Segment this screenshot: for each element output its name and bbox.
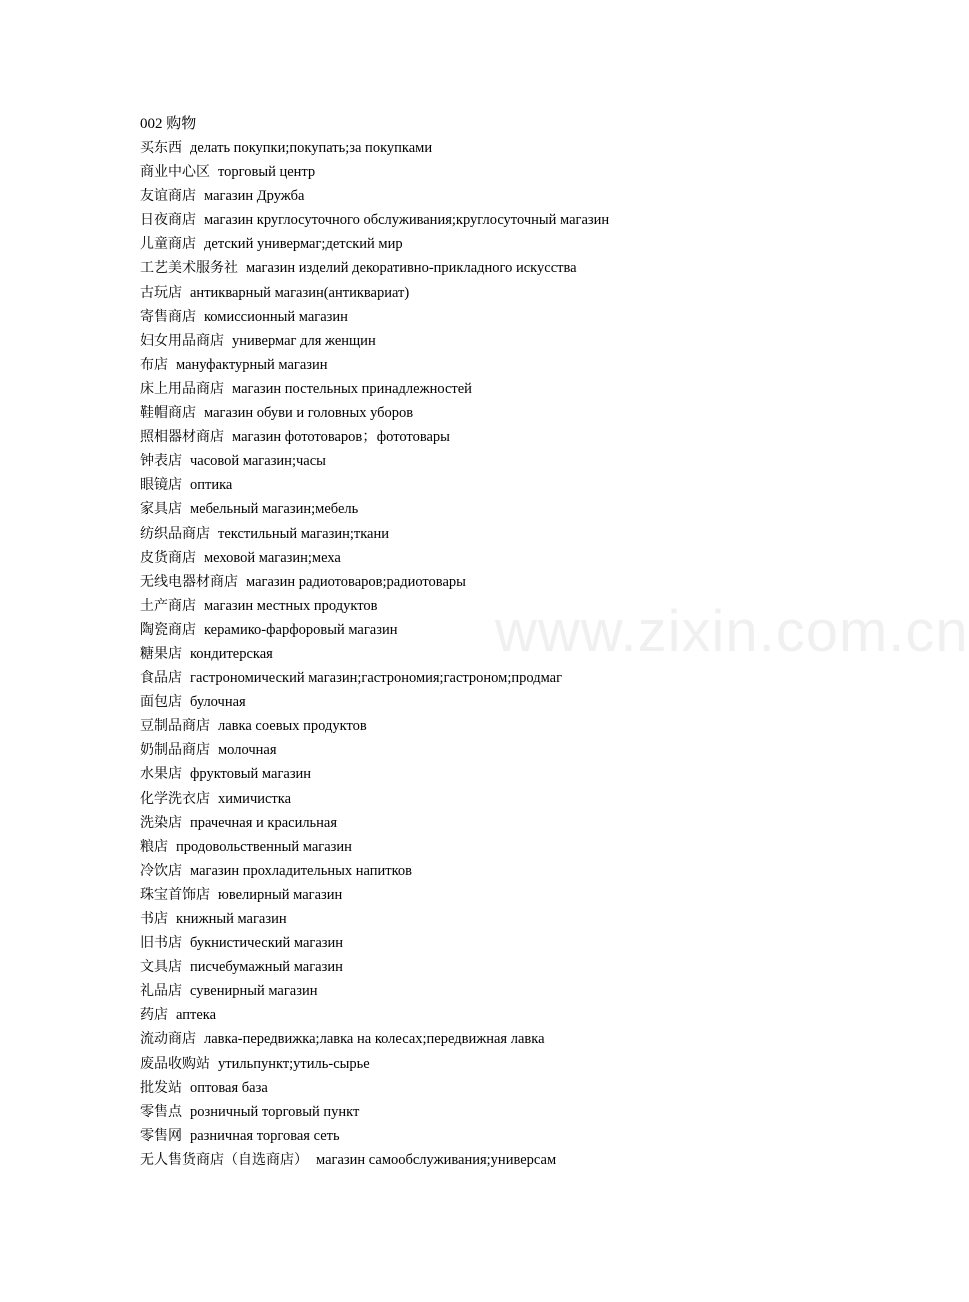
vocab-entry bbox=[140, 546, 860, 570]
entry-russian-translation: керамико-фарфоровый магазин bbox=[204, 621, 398, 638]
vocab-entry bbox=[140, 618, 860, 642]
vocab-entry bbox=[140, 931, 860, 955]
vocab-entry bbox=[140, 690, 860, 714]
entry-chinese-term: 化学洗衣店 bbox=[140, 790, 210, 807]
entry-russian-translation: прачечная и красильная bbox=[190, 814, 338, 831]
vocab-entry bbox=[140, 208, 860, 232]
entry-russian-translation: фруктовый магазин bbox=[190, 766, 312, 783]
vocab-entry bbox=[140, 136, 860, 160]
vocab-entry bbox=[140, 762, 860, 786]
vocab-entry bbox=[140, 883, 860, 907]
entry-chinese-term: 工艺美术服务社 bbox=[140, 260, 238, 277]
entry-russian-translation: текстильный магазин;ткани bbox=[218, 525, 390, 542]
entry-chinese-term: 眼镜店 bbox=[140, 477, 182, 494]
vocab-entry bbox=[140, 787, 860, 811]
vocab-entry bbox=[140, 160, 860, 184]
vocab-entry bbox=[140, 570, 860, 594]
vocab-entry bbox=[140, 425, 860, 449]
entry-chinese-term: 鞋帽商店 bbox=[140, 405, 196, 422]
vocab-entry bbox=[140, 1003, 860, 1027]
entry-russian-translation: книжный магазин bbox=[176, 911, 287, 927]
entry-russian-translation: гастрономический магазин;гастрономия;гастроном;продмаг bbox=[190, 670, 563, 687]
entry-russian-translation: торговый центр bbox=[218, 164, 316, 181]
entry-russian-translation: химичистка bbox=[218, 790, 292, 807]
entry-russian-translation: утильпункт;утиль-сырье bbox=[218, 1055, 370, 1072]
entry-russian-translation: булочная bbox=[190, 694, 246, 711]
entry-chinese-term: 零售网 bbox=[140, 1127, 182, 1144]
vocab-entry bbox=[140, 329, 860, 353]
entry-russian-translation: комиссионный магазин bbox=[204, 308, 348, 325]
vocab-entry bbox=[140, 1052, 860, 1076]
entry-chinese-term: 水果店 bbox=[140, 766, 182, 783]
vocab-entry bbox=[140, 353, 860, 377]
entry-chinese-term: 买东西 bbox=[140, 140, 182, 156]
entry-chinese-term: 食品店 bbox=[140, 670, 182, 687]
entry-russian-translation: универмаг для женщин bbox=[232, 332, 376, 349]
entry-chinese-term: 批发站 bbox=[140, 1079, 182, 1096]
entry-russian-translation: кондитерская bbox=[190, 645, 273, 662]
vocab-entry bbox=[140, 232, 860, 256]
entry-chinese-term: 药店 bbox=[140, 1007, 168, 1024]
entry-chinese-term: 零售点 bbox=[140, 1103, 182, 1120]
vocab-entry bbox=[140, 811, 860, 835]
vocab-entry bbox=[140, 497, 860, 521]
vocab-entry bbox=[140, 1148, 860, 1172]
entry-russian-translation: магазин обуви и головных уборов bbox=[204, 405, 414, 422]
vocab-entry bbox=[140, 401, 860, 425]
entry-russian-translation: магазин фототоваров；фототовары bbox=[232, 429, 450, 446]
watermark: www.zixin.com.cn bbox=[495, 599, 969, 664]
entry-russian-translation: детский универмаг;детский мир bbox=[204, 236, 403, 253]
entry-russian-translation: магазин местных продуктов bbox=[204, 597, 378, 614]
entry-russian-translation: магазин изделий декоративно-прикладного искусства bbox=[246, 260, 577, 277]
entry-russian-translation: мануфактурный магазин bbox=[176, 356, 328, 373]
entry-russian-translation: антикварный магазин(антиквариат) bbox=[190, 284, 410, 301]
entry-chinese-term: 寄售商店 bbox=[140, 308, 196, 325]
entry-russian-translation: меховой магазин;меха bbox=[204, 549, 341, 566]
vocab-entry bbox=[140, 955, 860, 979]
entry-russian-translation: сувенирный магазин bbox=[190, 983, 318, 1000]
vocab-entry bbox=[140, 594, 860, 618]
vocab-entry bbox=[140, 979, 860, 1003]
vocab-entry bbox=[140, 859, 860, 883]
entry-russian-translation: продовольственный магазин bbox=[176, 838, 352, 855]
entry-chinese-term: 日夜商店 bbox=[140, 212, 196, 229]
entry-russian-translation: букнистический магазин bbox=[190, 935, 344, 952]
vocab-entry bbox=[140, 1027, 860, 1051]
vocab-entry bbox=[140, 835, 860, 859]
entry-chinese-term: 粮店 bbox=[140, 838, 168, 855]
entry-chinese-term: 皮货商店 bbox=[140, 549, 196, 566]
vocabulary-list bbox=[140, 112, 860, 1172]
entry-russian-translation: магазин постельных принадлежностей bbox=[232, 380, 472, 397]
vocab-entry bbox=[140, 377, 860, 401]
entry-chinese-term: 面包店 bbox=[140, 694, 182, 711]
vocab-entry bbox=[140, 184, 860, 208]
entry-chinese-term: 礼品店 bbox=[140, 983, 182, 1000]
entry-russian-translation: делать покупки;покупать;за покупками bbox=[190, 140, 433, 156]
entry-russian-translation: магазин прохладительных напитков bbox=[190, 862, 412, 879]
entry-chinese-term: 洗染店 bbox=[140, 814, 182, 831]
entry-chinese-term: 无线电器材商店 bbox=[140, 573, 238, 590]
entry-list bbox=[140, 136, 860, 1172]
vocab-entry bbox=[140, 666, 860, 690]
entry-russian-translation: ювелирный магазин bbox=[218, 886, 343, 903]
entry-russian-translation: оптовая база bbox=[190, 1079, 268, 1096]
vocab-entry bbox=[140, 714, 860, 738]
vocab-entry bbox=[140, 281, 860, 305]
entry-russian-translation: разничная торговая сеть bbox=[190, 1127, 340, 1144]
entry-chinese-term: 奶制品商店 bbox=[140, 742, 210, 759]
vocab-entry bbox=[140, 449, 860, 473]
entry-chinese-term: 土产商店 bbox=[140, 597, 196, 614]
entry-chinese-term: 冷饮店 bbox=[140, 862, 182, 879]
entry-chinese-term: 糖果店 bbox=[140, 645, 182, 662]
entry-chinese-term: 无人售货商店（自选商店） bbox=[140, 1151, 308, 1168]
vocab-entry bbox=[140, 642, 860, 666]
vocab-entry bbox=[140, 907, 860, 931]
entry-chinese-term: 照相器材商店 bbox=[140, 429, 224, 446]
entry-chinese-term: 古玩店 bbox=[140, 284, 182, 301]
entry-russian-translation: лавка соевых продуктов bbox=[218, 718, 367, 735]
entry-russian-translation: розничный торговый пункт bbox=[190, 1103, 360, 1120]
entry-chinese-term: 旧书店 bbox=[140, 935, 182, 952]
section-heading: 002 购物 bbox=[140, 116, 197, 132]
entry-chinese-term: 友谊商店 bbox=[140, 188, 196, 205]
entry-russian-translation: писчебумажный магазин bbox=[190, 959, 343, 976]
entry-russian-translation: магазин самообслуживания;универсам bbox=[316, 1151, 557, 1168]
entry-russian-translation: магазин круглосуточного обслуживания;круглосуточный магазин bbox=[204, 212, 610, 229]
entry-chinese-term: 珠宝首饰店 bbox=[140, 886, 210, 903]
entry-russian-translation: аптека bbox=[176, 1007, 217, 1024]
entry-chinese-term: 书店 bbox=[140, 911, 168, 927]
entry-chinese-term: 商业中心区 bbox=[140, 164, 210, 181]
entry-russian-translation: мебельный магазин;мебель bbox=[190, 501, 359, 518]
entry-chinese-term: 床上用品商店 bbox=[140, 380, 224, 397]
vocab-entry bbox=[140, 256, 860, 280]
entry-russian-translation: лавка-передвижка;лавка на колесах;передвижная лавка bbox=[204, 1031, 545, 1048]
entry-chinese-term: 文具店 bbox=[140, 959, 182, 976]
entry-russian-translation: магазин радиотоваров;радиотовары bbox=[246, 573, 466, 590]
vocab-entry bbox=[140, 1076, 860, 1100]
entry-russian-translation: магазин Дружба bbox=[204, 188, 305, 205]
vocab-entry bbox=[140, 1100, 860, 1124]
vocab-entry bbox=[140, 522, 860, 546]
entry-chinese-term: 废品收购站 bbox=[140, 1055, 210, 1072]
entry-russian-translation: молочная bbox=[218, 742, 277, 759]
entry-chinese-term: 妇女用品商店 bbox=[140, 332, 224, 349]
vocab-entry bbox=[140, 473, 860, 497]
entry-chinese-term: 纺织品商店 bbox=[140, 525, 210, 542]
entry-russian-translation: оптика bbox=[190, 477, 233, 494]
vocab-entry bbox=[140, 738, 860, 762]
entry-chinese-term: 家具店 bbox=[140, 501, 182, 518]
entry-chinese-term: 布店 bbox=[140, 356, 168, 373]
entry-chinese-term: 陶瓷商店 bbox=[140, 621, 196, 638]
entry-chinese-term: 钟表店 bbox=[140, 453, 182, 470]
vocab-entry bbox=[140, 1124, 860, 1148]
entry-chinese-term: 豆制品商店 bbox=[140, 718, 210, 735]
entry-chinese-term: 儿童商店 bbox=[140, 236, 196, 253]
entry-russian-translation: часовой магазин;часы bbox=[190, 453, 326, 470]
vocab-entry bbox=[140, 305, 860, 329]
entry-chinese-term: 流动商店 bbox=[140, 1031, 196, 1048]
